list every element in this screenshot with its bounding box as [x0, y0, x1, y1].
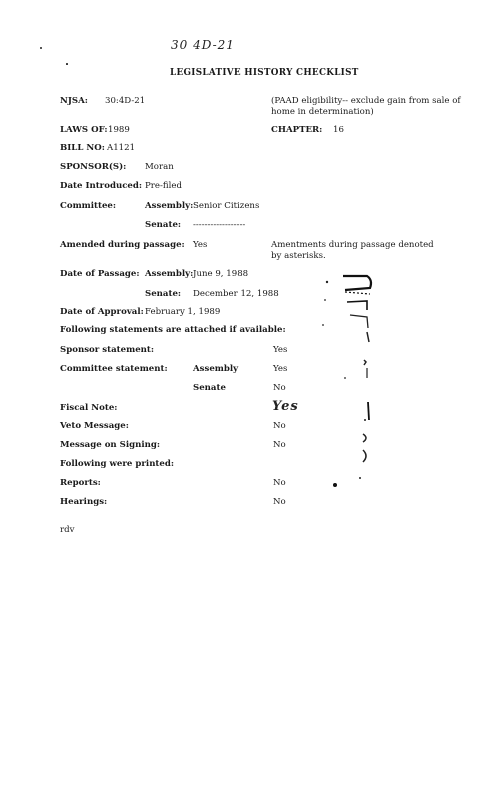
attached-heading: Following statements are attached if available: [60, 325, 286, 335]
committee-statement-assembly-value: Yes [273, 364, 288, 374]
committee-senate-label: Senate: [145, 220, 182, 230]
page-title: LEGISLATIVE HISTORY CHECKLIST [170, 68, 359, 78]
fiscal-note-label: Fiscal Note: [60, 403, 118, 413]
subject-note: (PAAD eligibility-- exclude gain from sale of home in determination) [271, 96, 461, 117]
passage-assembly-label: Assembly: [145, 269, 194, 279]
date-of-approval-value: February 1, 1989 [145, 307, 221, 317]
scan-speck [333, 483, 337, 487]
committee-statement-assembly-label: Assembly [193, 364, 239, 374]
message-on-signing-label: Message on Signing: [60, 440, 161, 450]
committee-statement-label: Committee statement: [60, 364, 168, 374]
passage-senate-label: Senate: [145, 289, 182, 299]
date-of-passage-label: Date of Passage: [60, 269, 140, 279]
scan-mark [350, 315, 368, 328]
scan-mark [363, 450, 366, 462]
scan-speck [364, 419, 366, 421]
reports-label: Reports: [60, 478, 101, 488]
amended-note: Amentments during passage denoted by asterisks. [271, 240, 434, 261]
passage-assembly-value: June 9, 1988 [193, 269, 249, 279]
scan-speck [326, 281, 328, 283]
veto-message-label: Veto Message: [60, 421, 129, 431]
committee-label: Committee: [60, 201, 117, 211]
printed-heading: Following were printed: [60, 459, 175, 469]
chapter-value: 16 [333, 125, 344, 135]
scan-speck [344, 377, 346, 379]
scan-mark [345, 292, 370, 294]
scan-mark [364, 360, 366, 365]
scan-mark [343, 276, 371, 290]
date-of-approval-label: Date of Approval: [60, 307, 144, 317]
initials: rdv [60, 525, 75, 535]
committee-assembly-label: Assembly: [145, 201, 194, 211]
committee-statement-senate-label: Senate [193, 383, 226, 393]
scan-speck [359, 477, 361, 479]
committee-statement-senate-value: No [273, 383, 286, 393]
passage-senate-value: December 12, 1988 [193, 289, 279, 299]
sponsor-value: Moran [145, 162, 174, 172]
bill-no-label: BILL NO: [60, 143, 105, 153]
sponsor-statement-label: Sponsor statement: [60, 345, 155, 355]
fiscal-note-value: Yes [272, 399, 299, 414]
hearings-value: No [273, 497, 286, 507]
scan-speck [322, 324, 324, 326]
committee-assembly-value: Senior Citizens [193, 201, 260, 211]
veto-message-value: No [273, 421, 286, 431]
scan-artifacts [315, 270, 385, 500]
scan-mark [363, 434, 366, 442]
reports-value: No [273, 478, 286, 488]
date-introduced-value: Pre-filed [145, 181, 182, 191]
scan-mark [347, 301, 367, 310]
amended-label: Amended during passage: [60, 240, 185, 250]
sponsor-statement-value: Yes [273, 345, 288, 355]
message-on-signing-value: No [273, 440, 286, 450]
amended-value: Yes [193, 240, 208, 250]
njsa-value: 30:4D-21 [105, 96, 146, 106]
scan-speck [66, 63, 68, 65]
committee-senate-value: ------------------ [193, 220, 246, 230]
njsa-label: NJSA: [60, 96, 88, 106]
laws-of-label: LAWS OF: [60, 125, 108, 135]
handwritten-number: 30 4D-21 [171, 38, 235, 52]
scan-mark [367, 332, 369, 342]
bill-no-value: A1121 [107, 143, 136, 153]
sponsor-label: SPONSOR(S): [60, 162, 127, 172]
scan-speck [324, 299, 326, 301]
scan-mark [368, 402, 369, 420]
hearings-label: Hearings: [60, 497, 108, 507]
chapter-label: CHAPTER: [271, 125, 323, 135]
date-introduced-label: Date Introduced: [60, 181, 143, 191]
scan-speck [40, 47, 42, 49]
laws-of-value: 1989 [108, 125, 130, 135]
